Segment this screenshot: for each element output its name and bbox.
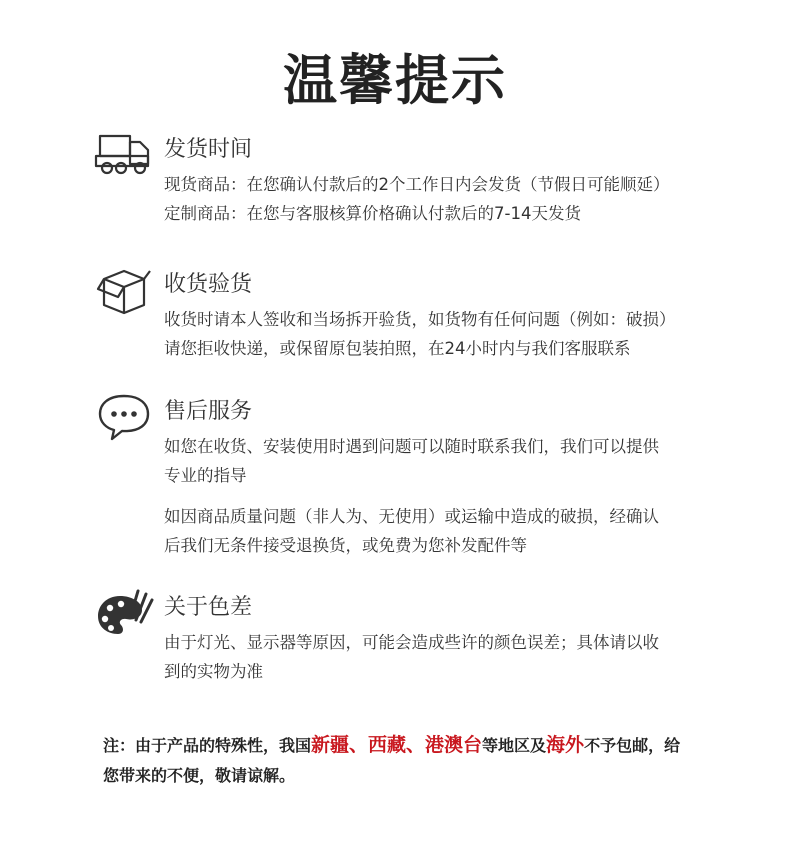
page-title: 温馨提示 <box>283 49 507 112</box>
palette-icon <box>94 588 154 638</box>
text-line: 如您在收货、安装使用时遇到问题可以随时联系我们，我们可以提供 <box>164 437 659 456</box>
text-line: 定制商品：在您与客服核算价格确认付款后的7-14天发货 <box>164 204 581 223</box>
text-line: 后我们无条件接受退换货，或免费为您补发配件等 <box>164 536 527 555</box>
text-line: 由于灯光、显示器等原因，可能会造成些许的颜色误差；具体请以收 <box>164 633 659 652</box>
text-line: 收货时请本人签收和当场拆开验货，如货物有任何问题（例如：破损） <box>164 310 676 329</box>
section-heading: 关于色差 <box>164 595 253 620</box>
text-line: 请您拒收快递，或保留原包装拍照，在24小时内与我们客服联系 <box>164 339 631 358</box>
text-line: 现货商品：在您确认付款后的2个工作日内会发货（节假日可能顺延） <box>164 175 670 194</box>
note-text: 不予包邮，给 <box>584 736 681 755</box>
section-heading: 发货时间 <box>164 137 253 162</box>
text-line: 到的实物为准 <box>164 662 263 681</box>
section-heading: 售后服务 <box>164 399 253 424</box>
shipping-note <box>103 730 730 791</box>
box-icon <box>94 265 154 315</box>
text-line: 专业的指导 <box>164 466 247 485</box>
section-heading: 收货验货 <box>164 272 253 297</box>
note-text: 等地区及 <box>482 736 547 755</box>
note-text: 您带来的不便，敬请谅解。 <box>103 766 296 785</box>
truck-icon <box>94 130 154 180</box>
note-highlight-overseas: 海外 <box>546 734 585 756</box>
note-text: 注：由于产品的特殊性，我国 <box>103 736 312 755</box>
text-line: 如因商品质量问题（非人为、无使用）或运输中造成的破损，经确认 <box>164 507 659 526</box>
chat-bubble-icon <box>94 392 154 442</box>
note-highlight-regions: 新疆、西藏、港澳台 <box>311 734 483 756</box>
